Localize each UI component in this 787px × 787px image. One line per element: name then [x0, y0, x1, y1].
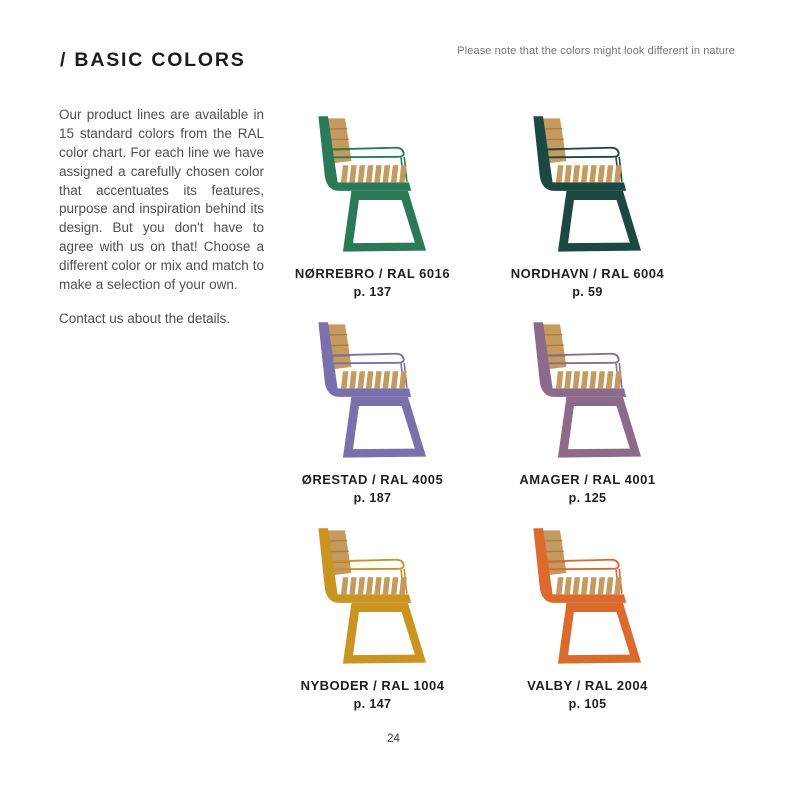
chair-sled-base [343, 603, 426, 664]
chair-caption [511, 266, 665, 299]
chair-sled-base [558, 603, 641, 664]
chair-side-view-illustration [312, 524, 432, 669]
chair-page-ref: p. 59 [572, 285, 603, 299]
intro-paragraph: Our product lines are available in 15 standard colors from the RAL color chart. For each line we have assigned a carefully chosen color that accentuates its features, purpose and inspiration behind its design. But you don't have to agree with us on that! Choose a different color or mix and match to make a selection of your own. [59, 107, 264, 293]
chair-swatch [480, 318, 695, 505]
chair-page-ref: p. 105 [568, 697, 607, 711]
chair-name-label: NYBODER / RAL 1004 [300, 678, 445, 693]
chair-seat-slats [556, 165, 622, 182]
intro-text-column [59, 106, 264, 329]
chair-side-view-illustration [527, 524, 647, 669]
chair-page-ref: p. 187 [353, 491, 392, 505]
color-disclaimer-note: Please note that the colors might look different in nature [457, 45, 735, 57]
page-title: / BASIC COLORS [60, 49, 246, 72]
contact-line: Contact us about the details. [59, 310, 231, 326]
chair-swatch [265, 318, 480, 505]
chair-sled-base [343, 191, 426, 252]
chair-caption [519, 472, 655, 505]
chair-caption [301, 678, 445, 711]
chair-name-label: VALBY / RAL 2004 [527, 678, 648, 693]
chair-side-view-illustration [527, 112, 647, 257]
chair-grid [265, 112, 695, 711]
chair-side-view-illustration [527, 318, 647, 463]
chair-seat-slats [341, 577, 407, 594]
chair-caption [302, 472, 443, 505]
chair-swatch [265, 524, 480, 711]
chair-name-label: NØRREBRO / RAL 6016 [294, 266, 451, 281]
chair-caption [295, 266, 450, 299]
chair-name-label: NORDHAVN / RAL 6004 [510, 266, 665, 281]
chair-sled-base [558, 191, 641, 252]
chair-seat-slats [341, 165, 407, 182]
chair-page-ref: p. 137 [353, 285, 392, 299]
chair-seat-slats [556, 371, 622, 388]
chair-swatch [265, 112, 480, 299]
chair-seat-slats [341, 371, 407, 388]
chair-sled-base [558, 397, 641, 458]
chair-swatch [480, 524, 695, 711]
chair-name-label: ØRESTAD / RAL 4005 [301, 472, 444, 487]
chair-page-ref: p. 147 [353, 697, 392, 711]
chair-caption [527, 678, 648, 711]
page-number: 24 [387, 733, 400, 745]
chair-page-ref: p. 125 [568, 491, 607, 505]
chair-swatch [480, 112, 695, 299]
chair-seat-slats [556, 577, 622, 594]
chair-side-view-illustration [312, 318, 432, 463]
chair-name-label: AMAGER / RAL 4001 [519, 472, 656, 487]
chair-sled-base [343, 397, 426, 458]
chair-side-view-illustration [312, 112, 432, 257]
